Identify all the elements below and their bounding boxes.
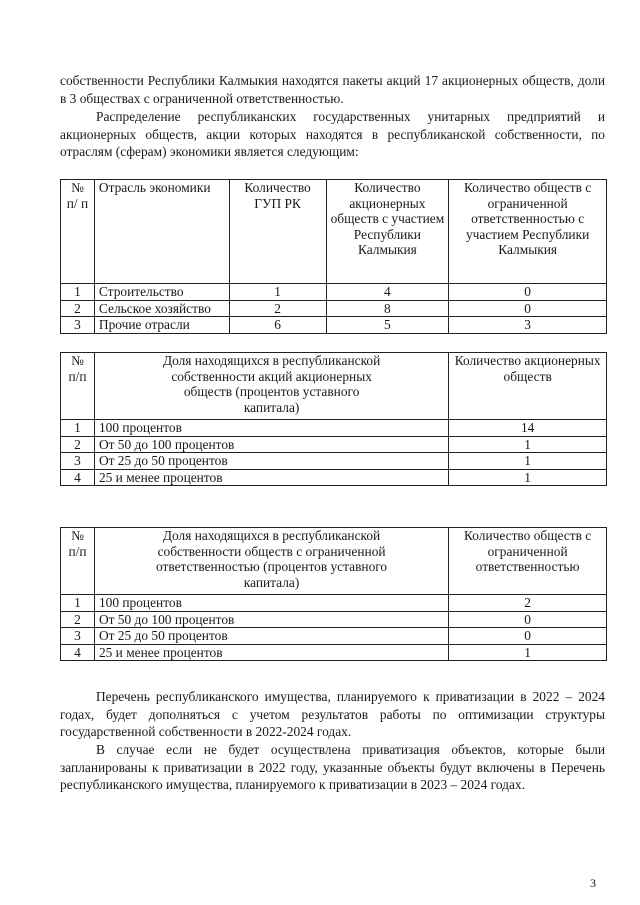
table-row [61,420,607,437]
outro-paragraph-1: Перечень республиканского имущества, планируемого к приватизации в 2022 – 2024 годах, будет дополняться с учетом результатов работы по оптимизации структуры государственной собственности в 2022-2024 годах. [60,689,605,739]
table-cell: 14 [449,420,607,437]
intro-paragraph-1: собственности Республики Калмыкия находятся пакеты акций 17 акционерных обществ, доли в 3 обществах с ограниченной ответственностью. [60,73,605,106]
table-cell: Прочие отрасли [94,317,229,334]
column-header: Количество ГУП РК [229,180,326,284]
table-row [61,628,607,645]
table-row [61,469,607,486]
table-cell: 4 [61,469,95,486]
table-cell: 0 [449,611,607,628]
table-cell: 25 и менее процентов [94,469,448,486]
table-row [61,595,607,612]
table-row [61,436,607,453]
table-cell: 2 [61,300,95,317]
table-cell: 0 [449,300,607,317]
table-cell: 1 [61,595,95,612]
intro-paragraph-2: Распределение республиканских государственных унитарных предприятий и акционерных обществ, акции которых находятся в республиканской собственности, по отраслям (сферам) экономики является следующим: [60,109,605,159]
table-cell: От 50 до 100 процентов [94,611,448,628]
column-header: Доля находящихся в республиканской собственности обществ с ограниченной ответственностью (процентов уставного капитала) [94,528,448,595]
llc-share-table [60,527,607,661]
joint-stock-share-table [60,352,607,486]
table-cell: 3 [61,317,95,334]
table-cell: От 25 до 50 процентов [94,628,448,645]
table-cell: 6 [229,317,326,334]
table-cell: 2 [61,611,95,628]
table-cell: 100 процентов [94,420,448,437]
table-cell: 3 [61,453,95,470]
table-cell: 25 и менее процентов [94,644,448,661]
table-cell: Сельское хозяйство [94,300,229,317]
table-cell: 5 [326,317,449,334]
table-cell: 1 [61,420,95,437]
table-cell: От 50 до 100 процентов [94,436,448,453]
table-cell: 1 [449,436,607,453]
table-cell: 2 [229,300,326,317]
column-header: № п/п [61,353,95,420]
page-number: 3 [590,876,596,890]
table-cell: 2 [449,595,607,612]
industry-distribution-table [60,179,607,334]
table-row [61,284,607,301]
table-cell: 2 [61,436,95,453]
table-row [61,453,607,470]
table-cell: 8 [326,300,449,317]
table-cell: 4 [61,644,95,661]
column-header: № п/ п [61,180,95,284]
table-cell: 3 [61,628,95,645]
column-header: № п/п [61,528,95,595]
table-cell: 1 [449,453,607,470]
table-header-row [61,353,607,420]
table-cell: 4 [326,284,449,301]
column-header: Количество обществ с ограниченной ответственностью с участием Республики Калмыкия [449,180,607,284]
column-header: Количество обществ с ограниченной ответственностью [449,528,607,595]
outro-paragraph-2: В случае если не будет осуществлена приватизация объектов, которые были запланированы к приватизации в 2022 году, указанные объекты будут включены в Перечень республиканского имущества, планируемого к приватизации в 2023 – 2024 годах. [60,742,605,792]
table-header-row [61,180,607,284]
column-header: Доля находящихся в республиканской собственности акций акционерных обществ (процентов уставного капитала) [94,353,448,420]
column-header: Количество акционерных обществ с участием Республики Калмыкия [326,180,449,284]
table-cell: 1 [449,469,607,486]
table-row [61,611,607,628]
table-cell: От 25 до 50 процентов [94,453,448,470]
table-row [61,317,607,334]
table-cell: 100 процентов [94,595,448,612]
table-cell: 1 [449,644,607,661]
table-row [61,300,607,317]
table-cell: Строительство [94,284,229,301]
column-header: Отрасль экономики [94,180,229,284]
table-cell: 3 [449,317,607,334]
table-cell: 0 [449,628,607,645]
table-cell: 1 [61,284,95,301]
table-row [61,644,607,661]
column-header: Количество акционерных обществ [449,353,607,420]
table-cell: 0 [449,284,607,301]
table-header-row [61,528,607,595]
table-cell: 1 [229,284,326,301]
